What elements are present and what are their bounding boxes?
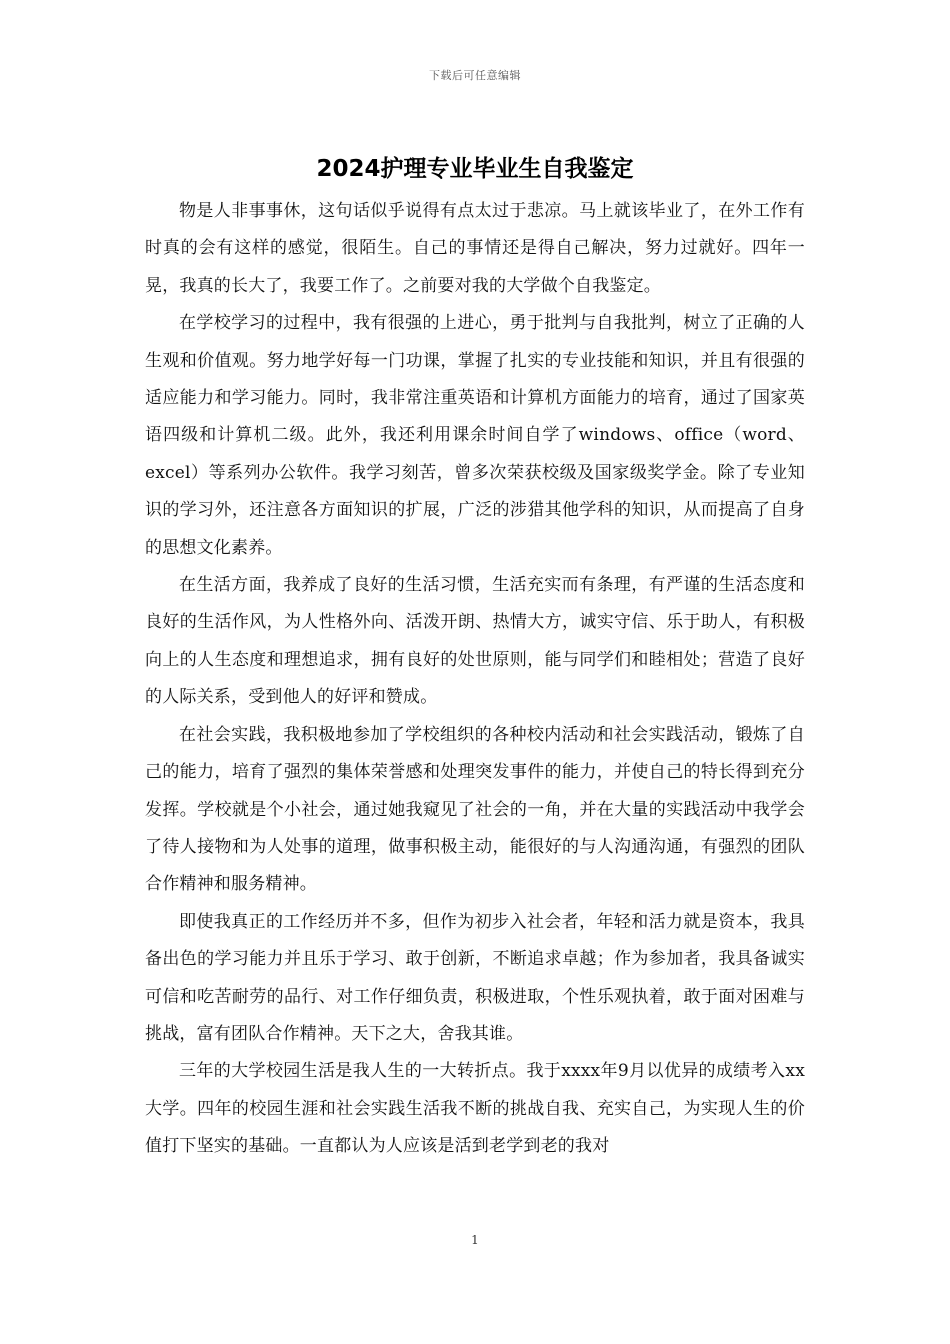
page-header-note: 下载后可任意编辑 (429, 69, 521, 82)
body-paragraph: 即使我真正的工作经历并不多，但作为初步入社会者，年轻和活力就是资本，我具备出色的学习能力并且乐于学习、敢于创新，不断追求卓越；作为参加者，我具备诚实可信和吃苦耐劳的品行、对工作仔细负责，积极进取，个性乐观执着，敢于面对困难与挑战，富有团队合作精神。天下之大，舍我其谁。 (145, 911, 805, 1044)
page-number: 1 (471, 1233, 479, 1247)
body-paragraph: 在生活方面，我养成了良好的生活习惯，生活充实而有条理，有严谨的生活态度和良好的生活作风，为人性格外向、活泼开朗、热情大方，诚实守信、乐于助人，有积极向上的人生态度和理想追求，拥有良好的处世原则，能与同学们和睦相处；营造了良好的人际关系，受到他人的好评和赞成。 (145, 575, 805, 708)
body-paragraph: 在学校学习的过程中，我有很强的上进心，勇于批判与自我批判，树立了正确的人生观和价值观。努力地学好每一门功课，掌握了扎实的专业技能和知识，并且有很强的适应能力和学习能力。同时，我非常注重英语和计算机方面能力的培育，通过了国家英语四级和计算机二级。此外，我还利用课余时间自学了windows、office（word、excel）等系列办公软件。我学习刻苦，曾多次荣获校级及国家级奖学金。除了专业知识的学习外，还注意各方面知识的扩展，广泛的涉猎其他学科的知识，从而提高了自身的思想文化素养。 (145, 313, 805, 558)
document-title: 2024护理专业毕业生自我鉴定 (316, 156, 634, 182)
document-body (145, 193, 805, 1166)
body-paragraph: 三年的大学校园生活是我人生的一大转折点。我于xxxx年9月以优异的成绩考入xx大学。四年的校园生涯和社会实践生活我不断的挑战自我、充实自己，为实现人生的价值打下坚实的基础。一直都认为人应该是活到老学到老的我对 (145, 1061, 805, 1157)
body-paragraph: 物是人非事事休，这句话似乎说得有点太过于悲凉。马上就该毕业了，在外工作有时真的会有这样的感觉，很陌生。自己的事情还是得自己解决，努力过就好。四年一晃，我真的长大了，我要工作了。之前要对我的大学做个自我鉴定。 (145, 201, 805, 296)
body-paragraph: 在社会实践，我积极地参加了学校组织的各种校内活动和社会实践活动，锻炼了自己的能力，培育了强烈的集体荣誉感和处理突发事件的能力，并使自己的特长得到充分发挥。学校就是个小社会，通过她我窥见了社会的一角，并在大量的实践活动中我学会了待人接物和为人处事的道理，做事积极主动，能很好的与人沟通沟通，有强烈的团队合作精神和服务精神。 (145, 724, 805, 895)
